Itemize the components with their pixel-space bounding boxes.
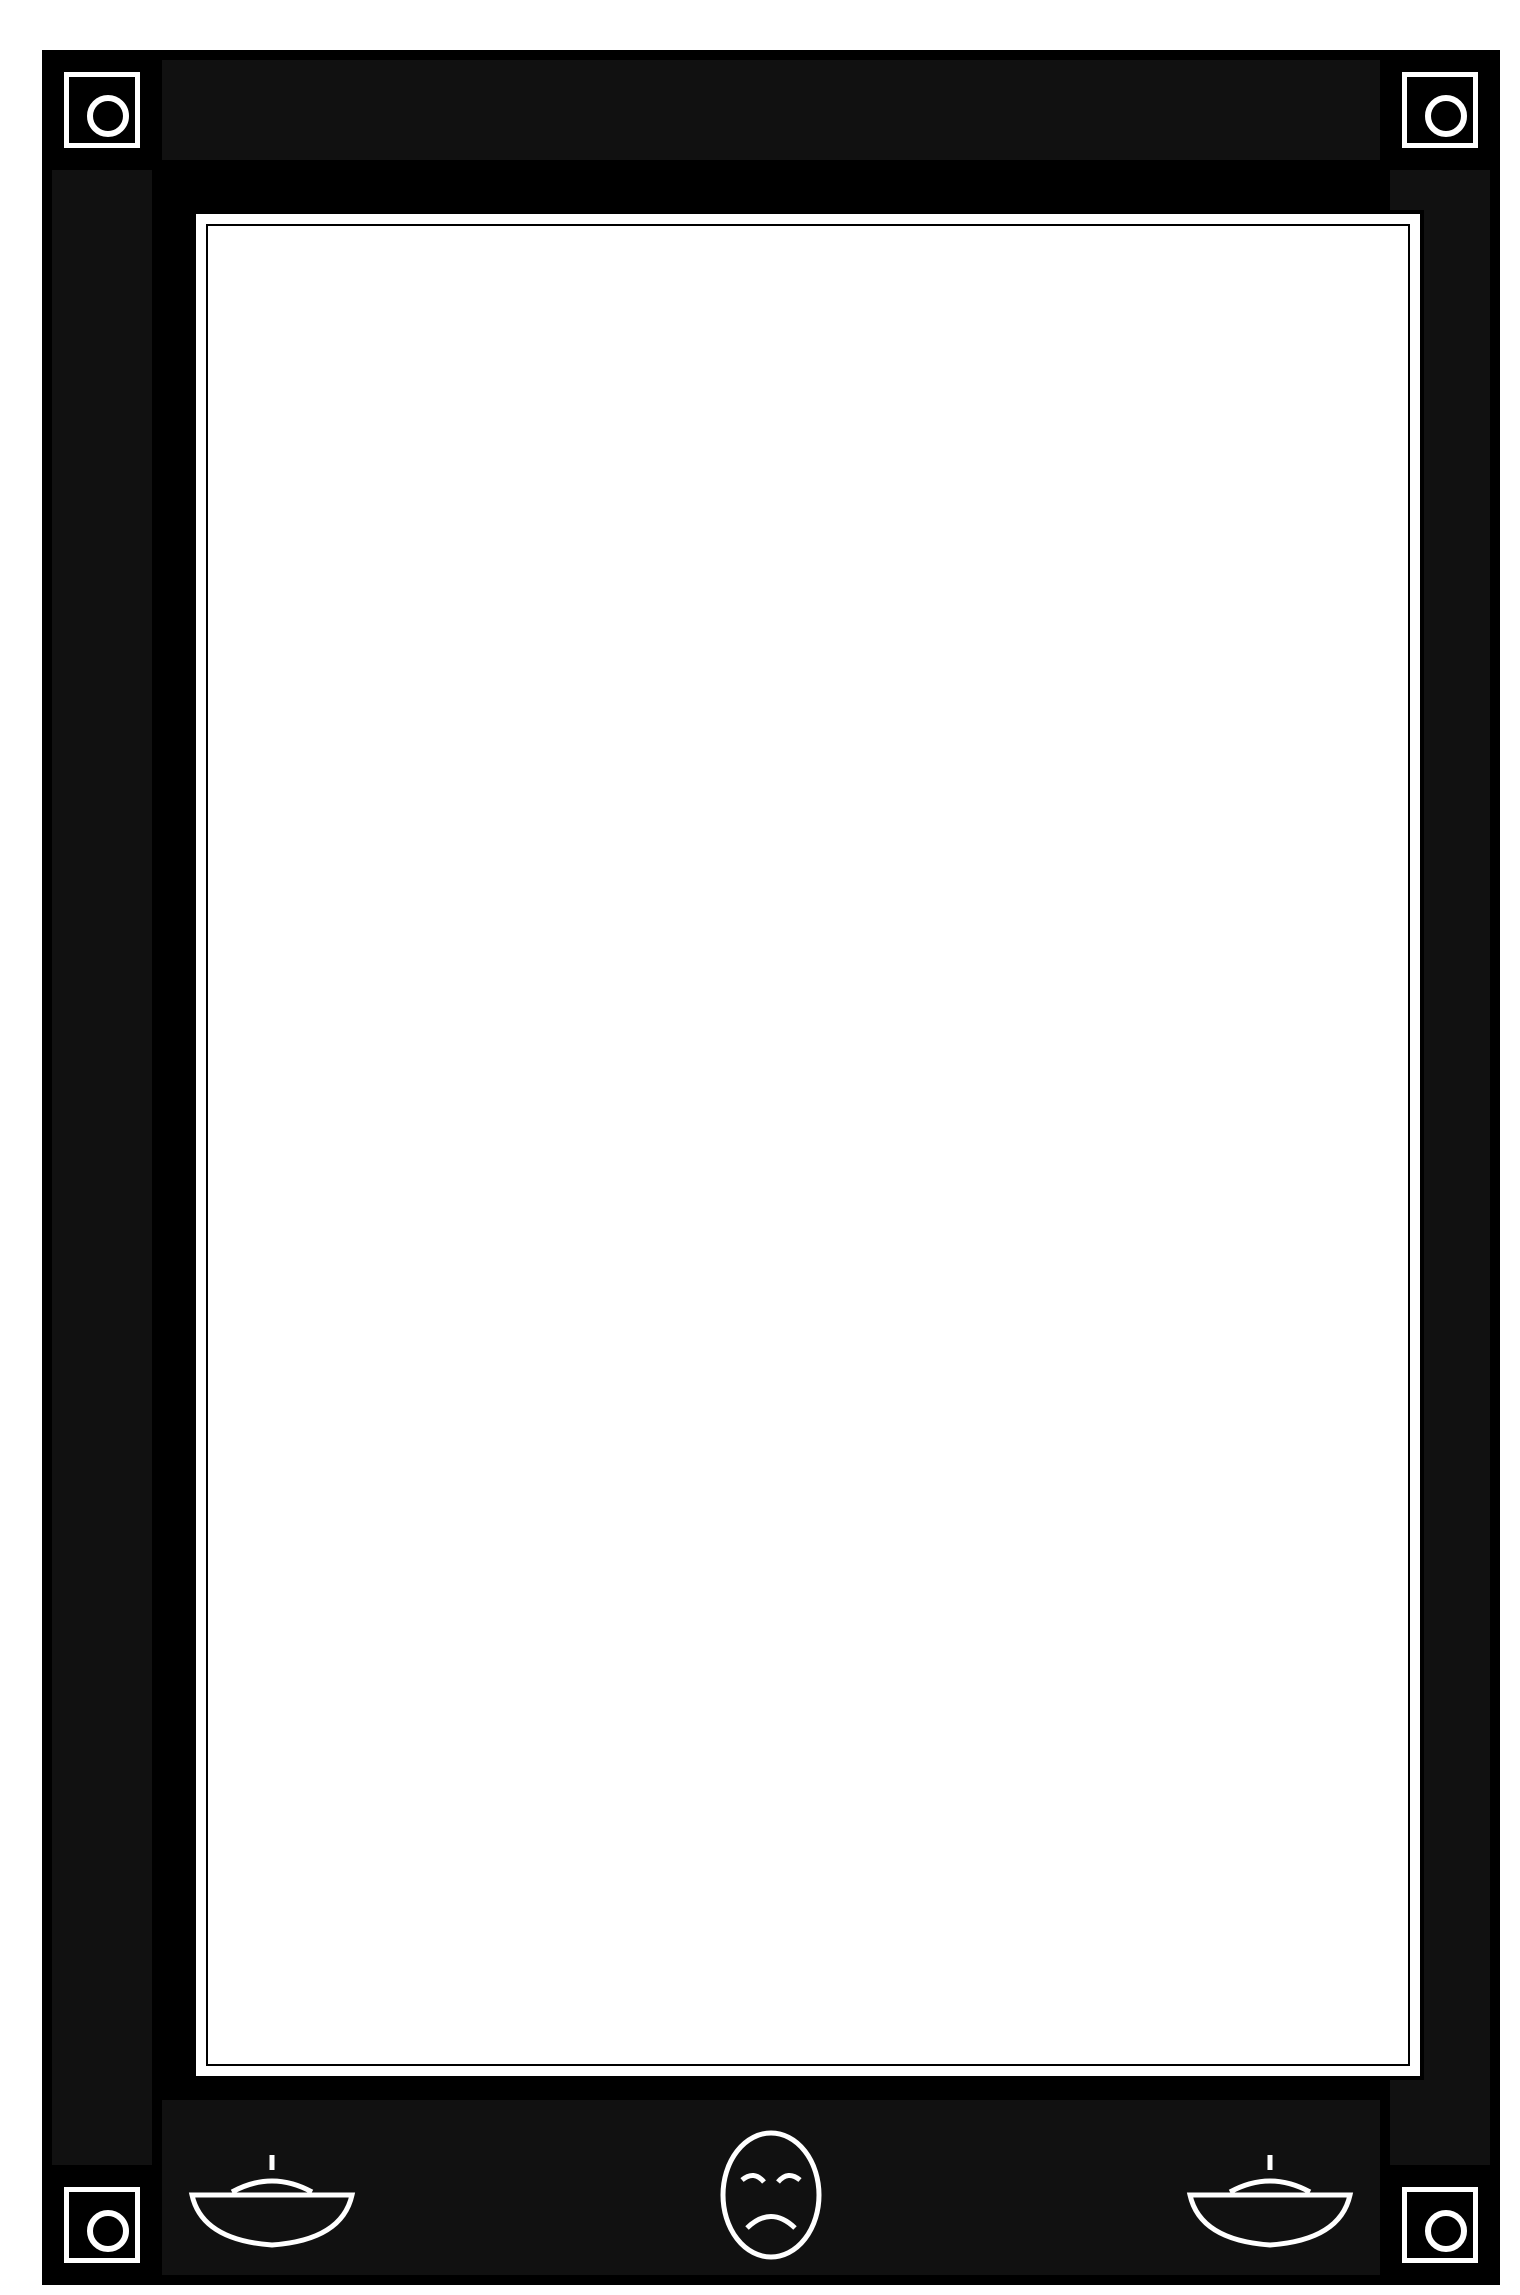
corner-rosette-ornament-bottom-left	[42, 2165, 162, 2285]
left-scroll-ornament	[52, 170, 152, 2165]
top-scroll-ornament	[162, 60, 1380, 160]
bottom-lamps-and-mask-ornament	[162, 2100, 1380, 2275]
text-page	[192, 210, 1424, 2080]
decorative-border	[42, 50, 1500, 2285]
corner-rosette-ornament-top-left	[42, 50, 162, 170]
corner-rosette-ornament-top-right	[1380, 50, 1500, 170]
corner-rosette-ornament-bottom-right	[1380, 2165, 1500, 2285]
tragic-mask-icon	[723, 2133, 819, 2257]
right-oil-lamp-icon	[1190, 2195, 1350, 2245]
left-oil-lamp-icon	[192, 2195, 352, 2245]
